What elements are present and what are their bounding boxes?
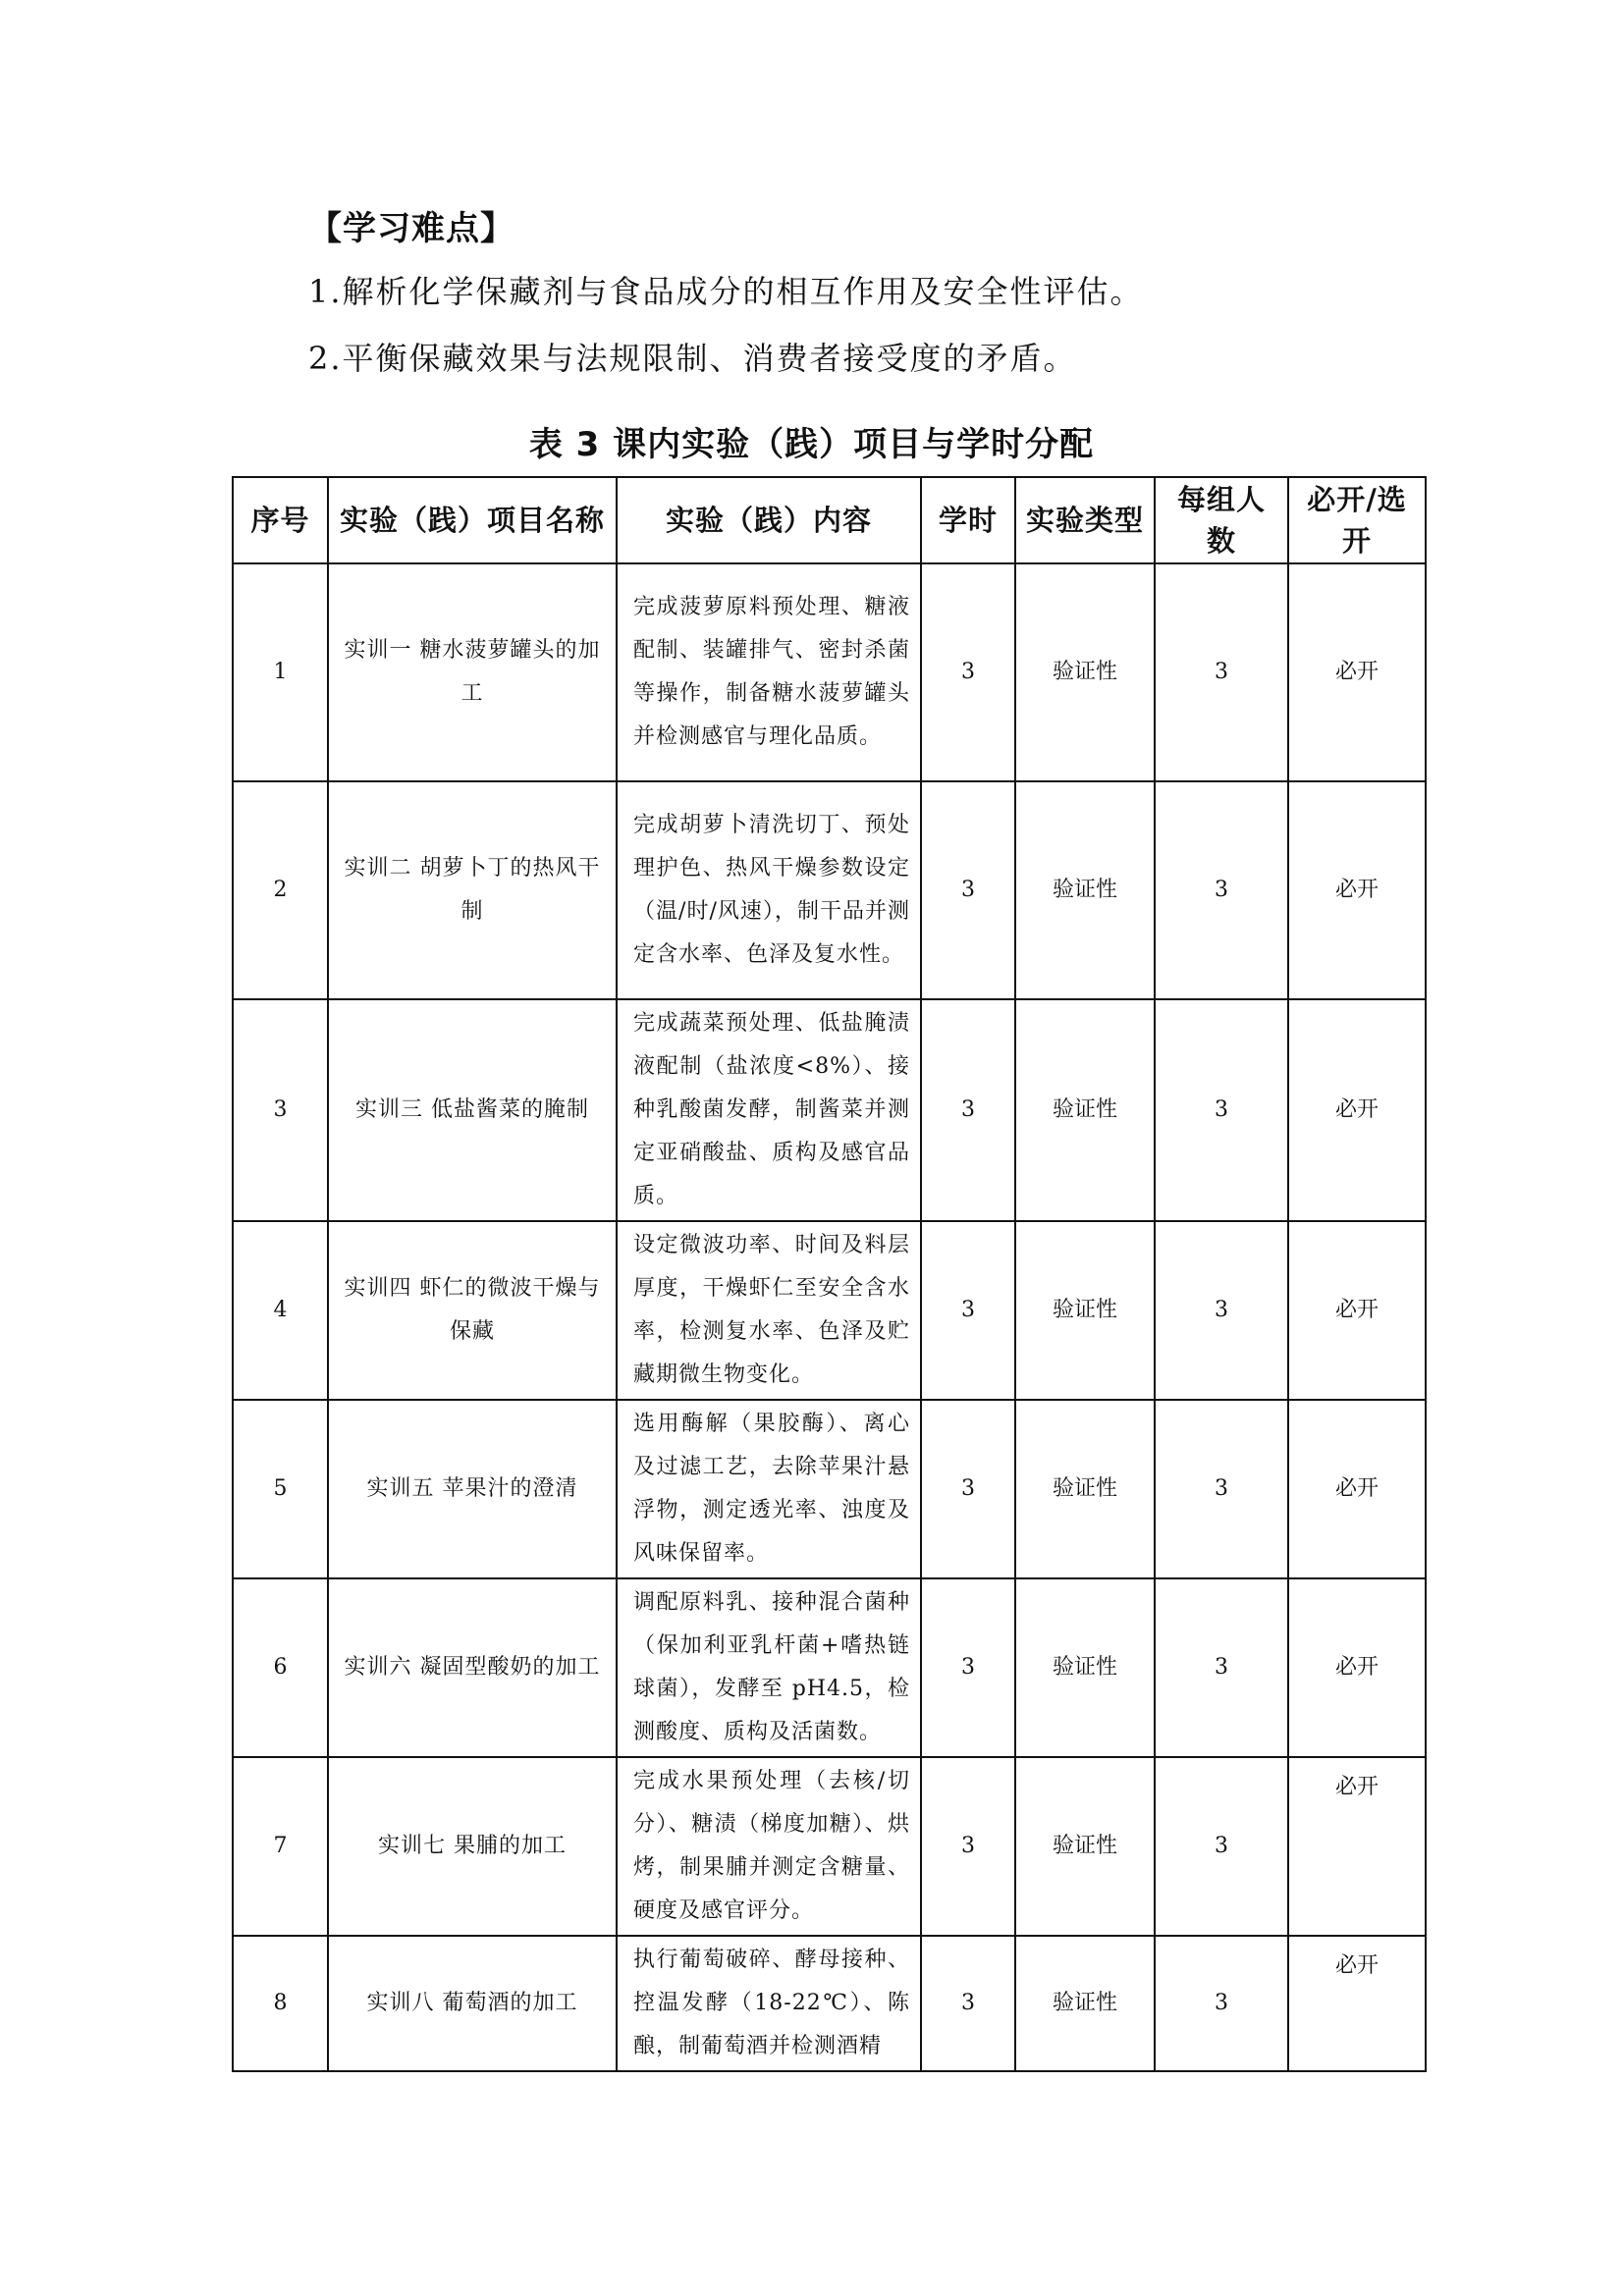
cell-type: 验证性: [1015, 1578, 1155, 1757]
cell-type: 验证性: [1015, 563, 1155, 781]
cell-content: 完成水果预处理（去核/切分）、糖渍（梯度加糖）、烘烤，制果脯并测定含糖量、硬度及感官评分。: [617, 1757, 921, 1936]
cell-name: 实训八 葡萄酒的加工: [328, 1936, 617, 2071]
header-name: 实验（践）项目名称: [328, 477, 617, 563]
cell-name: 实训四 虾仁的微波干燥与保藏: [328, 1221, 617, 1400]
table-row: [233, 1400, 1426, 1578]
cell-type: 验证性: [1015, 781, 1155, 999]
cell-no: 3: [233, 999, 328, 1221]
cell-required: 必开: [1288, 1757, 1426, 1936]
cell-group: 3: [1155, 999, 1288, 1221]
cell-hours: 3: [921, 563, 1015, 781]
cell-no: 5: [233, 1400, 328, 1578]
table-row: [233, 1221, 1426, 1400]
table-row: [233, 1578, 1426, 1757]
table-row: [233, 1936, 1426, 2071]
cell-content: 调配原料乳、接种混合菌种（保加利亚乳杆菌+嗜热链球菌），发酵至 pH4.5，检测酸度、质构及活菌数。: [617, 1578, 921, 1757]
cell-name: 实训二 胡萝卜丁的热风干制: [328, 781, 617, 999]
cell-hours: 3: [921, 1936, 1015, 2071]
cell-hours: 3: [921, 1400, 1015, 1578]
cell-hours: 3: [921, 999, 1015, 1221]
table-row: [233, 1757, 1426, 1936]
difficulty-point-2: 2.平衡保藏效果与法规限制、消费者接受度的矛盾。: [308, 340, 1077, 377]
cell-type: 验证性: [1015, 1221, 1155, 1400]
cell-group: 3: [1155, 781, 1288, 999]
cell-content: 完成菠萝原料预处理、糖液配制、装罐排气、密封杀菌等操作，制备糖水菠萝罐头并检测感官与理化品质。: [617, 563, 921, 781]
cell-required: 必开: [1288, 1221, 1426, 1400]
cell-group: 3: [1155, 1578, 1288, 1757]
cell-content: 执行葡萄破碎、酵母接种、控温发酵（18-22℃）、陈酿，制葡萄酒并检测酒精: [617, 1936, 921, 2071]
header-no: 序号: [233, 477, 328, 563]
cell-no: 1: [233, 563, 328, 781]
cell-required: 必开: [1288, 781, 1426, 999]
table-row: [233, 563, 1426, 781]
cell-no: 2: [233, 781, 328, 999]
header-required: 必开/选开: [1288, 477, 1426, 563]
cell-content: 设定微波功率、时间及料层厚度，干燥虾仁至安全含水率，检测复水率、色泽及贮藏期微生物变化。: [617, 1221, 921, 1400]
table-caption: 表 3 课内实验（践）项目与学时分配: [528, 425, 1095, 464]
experiment-table: [232, 476, 1427, 2072]
cell-name: 实训一 糖水菠萝罐头的加工: [328, 563, 617, 781]
cell-no: 4: [233, 1221, 328, 1400]
cell-group: 3: [1155, 1757, 1288, 1936]
cell-hours: 3: [921, 781, 1015, 999]
header-group: 每组人数: [1155, 477, 1288, 563]
cell-type: 验证性: [1015, 1936, 1155, 2071]
difficulty-point-1: 1.解析化学保藏剂与食品成分的相互作用及安全性评估。: [308, 273, 1144, 310]
cell-group: 3: [1155, 1221, 1288, 1400]
cell-name: 实训七 果脯的加工: [328, 1757, 617, 1936]
cell-name: 实训三 低盐酱菜的腌制: [328, 999, 617, 1221]
cell-required: 必开: [1288, 999, 1426, 1221]
cell-group: 3: [1155, 563, 1288, 781]
cell-required: 必开: [1288, 1578, 1426, 1757]
table-row: [233, 999, 1426, 1221]
cell-name: 实训五 苹果汁的澄清: [328, 1400, 617, 1578]
cell-no: 8: [233, 1936, 328, 2071]
cell-name: 实训六 凝固型酸奶的加工: [328, 1578, 617, 1757]
section-heading: 【学习难点】: [308, 209, 514, 248]
cell-hours: 3: [921, 1757, 1015, 1936]
cell-content: 完成蔬菜预处理、低盐腌渍液配制（盐浓度<8%）、接种乳酸菌发酵，制酱菜并测定亚硝酸盐、质构及感官品质。: [617, 999, 921, 1221]
cell-no: 6: [233, 1578, 328, 1757]
cell-hours: 3: [921, 1221, 1015, 1400]
cell-no: 7: [233, 1757, 328, 1936]
header-type: 实验类型: [1015, 477, 1155, 563]
table-row: [233, 781, 1426, 999]
header-hours: 学时: [921, 477, 1015, 563]
cell-content: 完成胡萝卜清洗切丁、预处理护色、热风干燥参数设定（温/时/风速），制干品并测定含水率、色泽及复水性。: [617, 781, 921, 999]
cell-type: 验证性: [1015, 999, 1155, 1221]
cell-content: 选用酶解（果胶酶）、离心及过滤工艺，去除苹果汁悬浮物，测定透光率、浊度及风味保留率。: [617, 1400, 921, 1578]
table-header-row: [233, 477, 1426, 563]
cell-required: 必开: [1288, 563, 1426, 781]
cell-type: 验证性: [1015, 1757, 1155, 1936]
cell-hours: 3: [921, 1578, 1015, 1757]
cell-required: 必开: [1288, 1400, 1426, 1578]
cell-required: 必开: [1288, 1936, 1426, 2071]
cell-type: 验证性: [1015, 1400, 1155, 1578]
cell-group: 3: [1155, 1936, 1288, 2071]
header-content: 实验（践）内容: [617, 477, 921, 563]
cell-group: 3: [1155, 1400, 1288, 1578]
